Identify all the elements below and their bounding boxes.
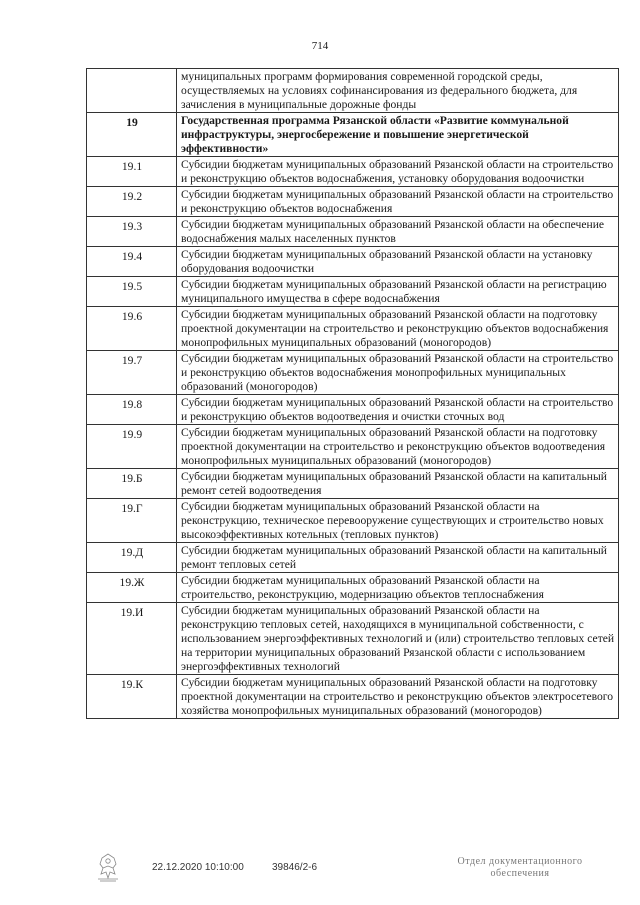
row-description: Субсидии бюджетам муниципальных образований Рязанской области на подготовку проектной документации на строительство и реконструкцию объектов водоотведения монопрофильных муниципальных образований (моногородов)	[177, 425, 619, 469]
row-code: 19.9	[87, 425, 177, 469]
row-code: 19.6	[87, 307, 177, 351]
table-row	[87, 543, 619, 573]
table-row	[87, 113, 619, 157]
row-description: Субсидии бюджетам муниципальных образований Рязанской области на строительство и реконструкцию объектов водоснабжения монопрофильных муниципальных образований (моногородов)	[177, 351, 619, 395]
row-description: Субсидии бюджетам муниципальных образований Рязанской области на установку оборудования водоочистки	[177, 247, 619, 277]
row-description: муниципальных программ формирования современной городской среды, осуществляемых на условиях софинансирования из федерального бюджета, для зачисления в муниципальные дорожные фонды	[177, 69, 619, 113]
row-code: 19.Ж	[87, 573, 177, 603]
row-code: 19.Д	[87, 543, 177, 573]
row-code: 19.3	[87, 217, 177, 247]
table-row	[87, 217, 619, 247]
row-description: Субсидии бюджетам муниципальных образований Рязанской области на строительство и реконструкцию объектов водоснабжения	[177, 187, 619, 217]
document-table	[86, 68, 619, 719]
table-row	[87, 395, 619, 425]
row-description: Субсидии бюджетам муниципальных образований Рязанской области на подготовку проектной документации на строительство и реконструкцию объектов электросетевого хозяйства монопрофильных муниципальных образований (моногородов)	[177, 675, 619, 719]
table-row	[87, 675, 619, 719]
row-description: Субсидии бюджетам муниципальных образований Рязанской области на реконструкцию тепловых сетей, находящихся в муниципальной собственности, с использованием энергоэффективных технологий и (или) строительство тепловых сетей на территории муниципальных образований Рязанской области с использованием энергоэффективных технологий	[177, 603, 619, 675]
row-code: 19.4	[87, 247, 177, 277]
row-description: Государственная программа Рязанской области «Развитие коммунальной инфраструктуры, энергосбережение и повышение энергетической эффективности»	[177, 113, 619, 157]
coat-of-arms-icon	[94, 852, 122, 882]
page-footer	[0, 852, 640, 892]
department-stamp	[440, 856, 600, 880]
row-description: Субсидии бюджетам муниципальных образований Рязанской области на регистрацию муниципального имущества в сфере водоснабжения	[177, 277, 619, 307]
row-description: Субсидии бюджетам муниципальных образований Рязанской области на строительство и реконструкцию объектов водоотведения и очистки сточных вод	[177, 395, 619, 425]
row-description: Субсидии бюджетам муниципальных образований Рязанской области на подготовку проектной документации на строительство и реконструкцию объектов водоснабжения монопрофильных муниципальных образований (моногородов)	[177, 307, 619, 351]
table-row	[87, 157, 619, 187]
table-row	[87, 469, 619, 499]
row-code: 19	[87, 113, 177, 157]
row-description: Субсидии бюджетам муниципальных образований Рязанской области на капитальный ремонт сетей водоотведения	[177, 469, 619, 499]
row-code: 19.2	[87, 187, 177, 217]
row-description: Субсидии бюджетам муниципальных образований Рязанской области на строительство и реконструкцию объектов водоснабжения, установку оборудования водоочистки	[177, 157, 619, 187]
row-code: 19.7	[87, 351, 177, 395]
row-code: 19.8	[87, 395, 177, 425]
row-code	[87, 69, 177, 113]
table-row	[87, 499, 619, 543]
row-description: Субсидии бюджетам муниципальных образований Рязанской области на капитальный ремонт тепловых сетей	[177, 543, 619, 573]
row-description: Субсидии бюджетам муниципальных образований Рязанской области на реконструкцию, техническое перевооружение существующих и строительство новых высокоэффективных котельных (тепловых пунктов)	[177, 499, 619, 543]
row-code: 19.И	[87, 603, 177, 675]
row-code: 19.1	[87, 157, 177, 187]
table-row	[87, 307, 619, 351]
row-description: Субсидии бюджетам муниципальных образований Рязанской области на обеспечение водоснабжения малых населенных пунктов	[177, 217, 619, 247]
stamp-line-2: обеспечения	[490, 868, 550, 879]
table-row	[87, 247, 619, 277]
stamp-line-1: Отдел документационного	[457, 856, 583, 867]
table-body	[87, 69, 619, 719]
footer-document-number: 39846/2-6	[272, 862, 318, 873]
table-row	[87, 603, 619, 675]
table-row	[87, 187, 619, 217]
row-code: 19.Г	[87, 499, 177, 543]
row-code: 19.К	[87, 675, 177, 719]
row-code: 19.Б	[87, 469, 177, 499]
table-row	[87, 425, 619, 469]
row-code: 19.5	[87, 277, 177, 307]
table-row	[87, 573, 619, 603]
row-description: Субсидии бюджетам муниципальных образований Рязанской области на строительство, реконструкцию, модернизацию объектов теплоснабжения	[177, 573, 619, 603]
table-row	[87, 277, 619, 307]
table-row	[87, 69, 619, 113]
footer-datetime: 22.12.2020 10:10:00	[152, 862, 244, 873]
table-row	[87, 351, 619, 395]
page-number: 714	[311, 40, 329, 52]
